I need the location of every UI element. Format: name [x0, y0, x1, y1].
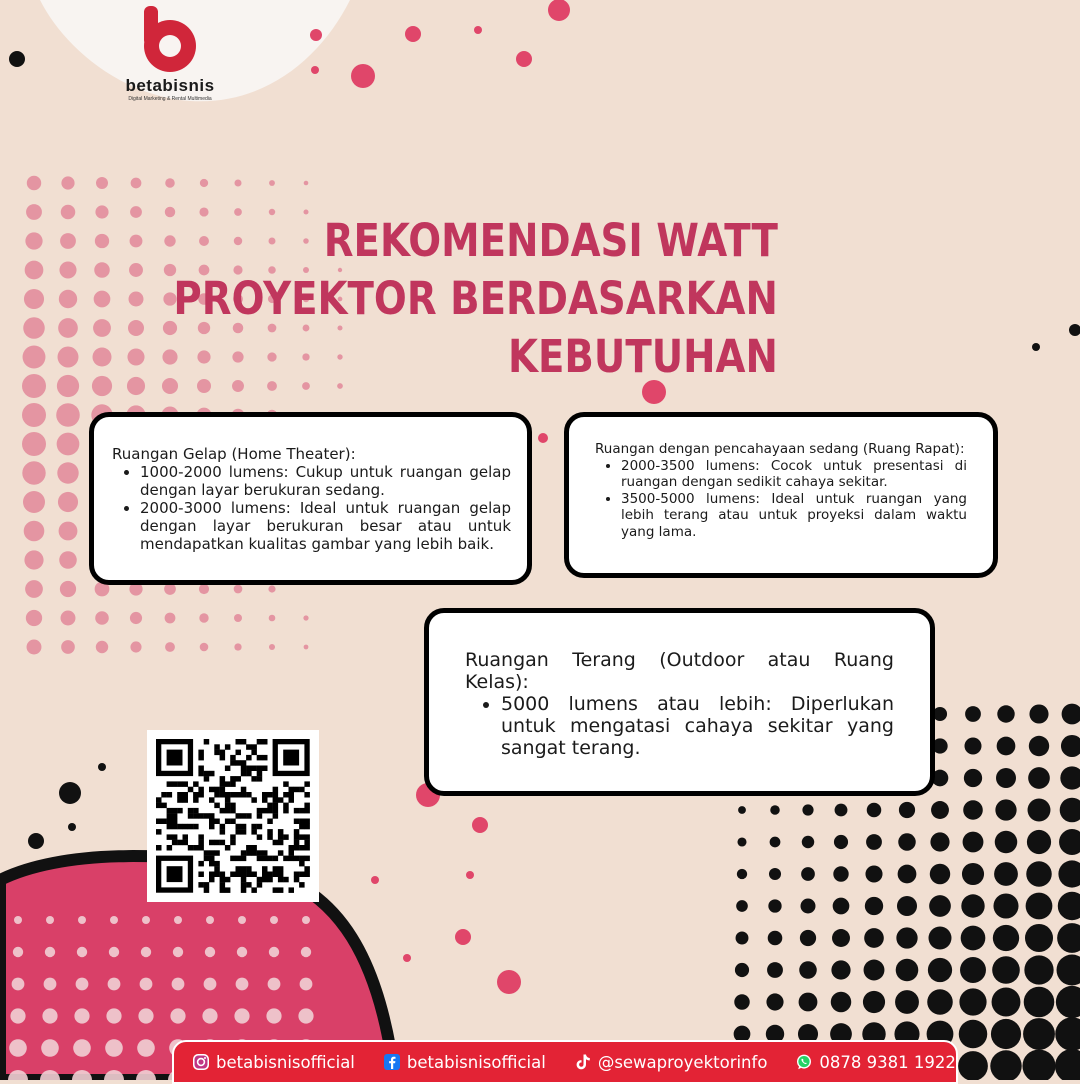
card-list [465, 693, 894, 759]
list-item: • 1000-2000 lumens: Cukup untuk ruangan gelap dengan layar berukuran sedang. [140, 463, 511, 499]
footer-contact-bar [172, 1040, 958, 1084]
card-heading: Ruangan dengan pencahayaan sedang (Ruang Rapat): [595, 441, 965, 457]
card-medium-room [564, 412, 998, 578]
card-list [595, 458, 967, 541]
card-bright-room [424, 608, 935, 796]
tiktok-handle: @sewaproyektorinfo [597, 1052, 768, 1072]
title-line-1: REKOMENDASI WATT [323, 214, 778, 267]
tiktok-link[interactable] [574, 1053, 768, 1072]
title-line-3: KEBUTUHAN [508, 330, 778, 383]
whatsapp-link[interactable] [795, 1053, 955, 1072]
list-item: • 5000 lumens atau lebih: Diperlukan untuk mengatasi cahaya sekitar yang sangat terang. [501, 693, 894, 759]
card-heading: Ruangan Terang (Outdoor atau Ruang Kelas): [465, 649, 894, 693]
whatsapp-number: 0878 9381 1922 [819, 1052, 956, 1072]
list-item: • 2000-3000 lumens: Ideal untuk ruangan gelap dengan layar berukuran besar atau untuk mendapatkan kualitas gambar yang lebih baik. [140, 499, 511, 553]
brand-name: betabisnis [125, 76, 215, 95]
brand-tagline: Digital Marketing & Rental Multimedia [128, 96, 212, 102]
facebook-link[interactable] [383, 1053, 546, 1072]
instagram-link[interactable] [192, 1053, 355, 1072]
qr-code[interactable] [147, 730, 319, 902]
whatsapp-icon [795, 1053, 813, 1071]
facebook-handle: betabisnisofficial [406, 1052, 546, 1072]
card-heading: Ruangan Gelap (Home Theater): [112, 445, 356, 463]
instagram-handle: betabisnisofficial [216, 1052, 355, 1072]
tiktok-icon [574, 1053, 592, 1071]
qr-code-icon [147, 730, 319, 902]
list-item: • 3500-5000 lumens: Ideal untuk ruangan yang lebih terang atau untuk proyeksi dalam waktu yang lama. [621, 491, 967, 541]
page-title [174, 212, 778, 386]
facebook-icon [383, 1053, 401, 1071]
card-list [112, 463, 511, 553]
list-item: • 2000-3500 lumens: Cocok untuk presentasi di ruangan dengan sedikit cahaya sekitar. [621, 458, 967, 491]
instagram-icon [192, 1053, 210, 1071]
card-dark-room [89, 412, 532, 585]
betabisnis-logo-mark [100, 2, 240, 76]
brand-logo [100, 2, 240, 106]
title-line-2: PROYEKTOR BERDASARKAN [173, 272, 778, 325]
